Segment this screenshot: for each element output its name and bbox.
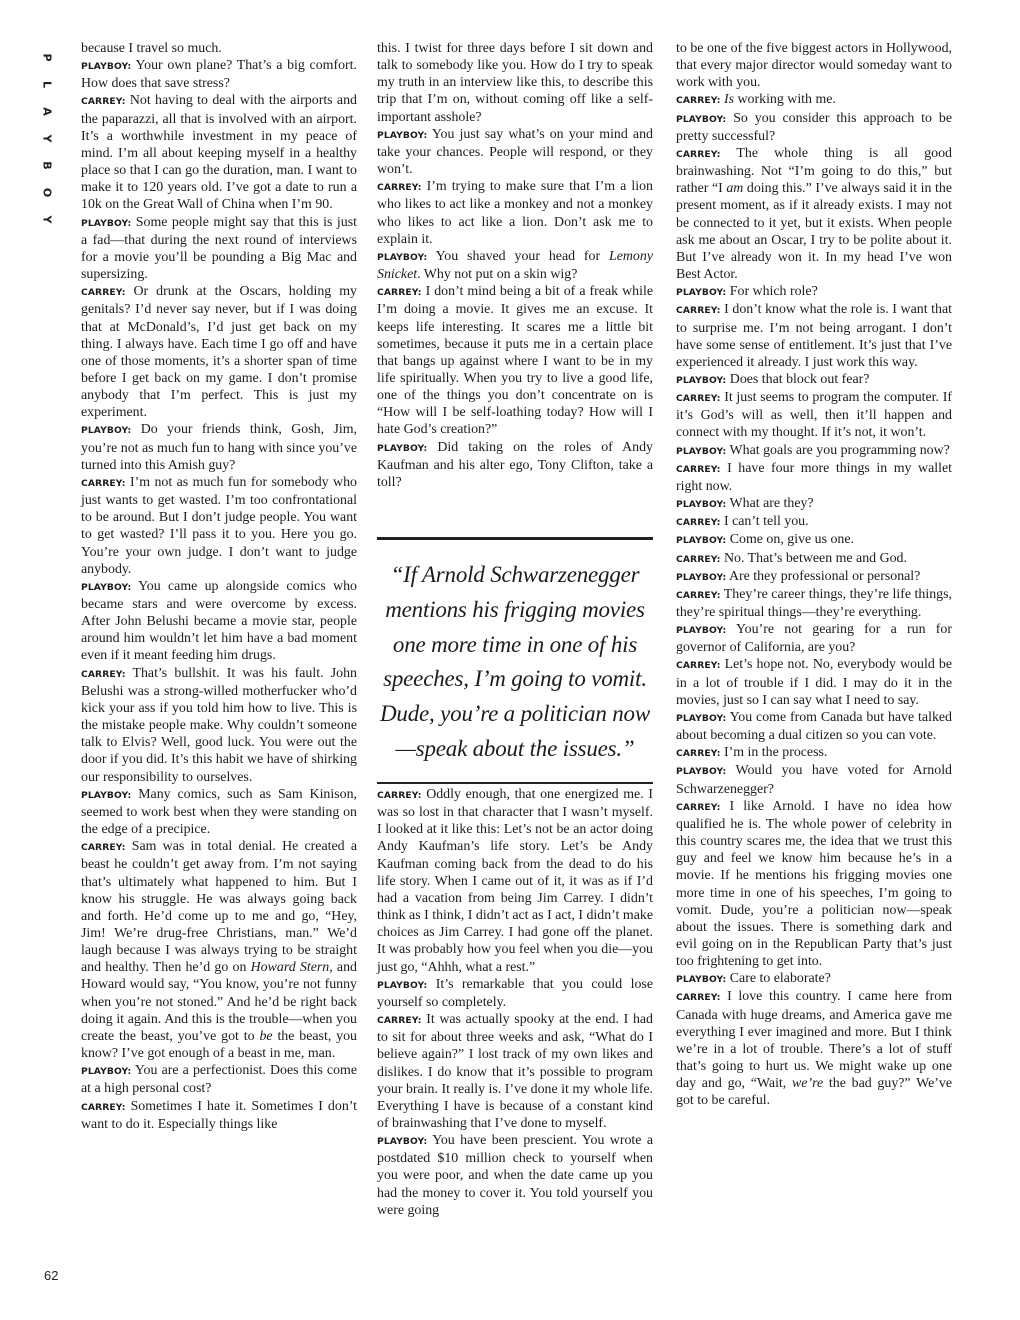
paragraph-text: What goals are you programming now? (729, 442, 950, 458)
paragraph-text: You come from Canada but have talked about becoming a dual citizen so you can vote. (676, 709, 952, 744)
paragraph (676, 389, 952, 441)
speaker-label: PLAYBOY: (676, 712, 727, 724)
speaker-label: CARREY: (81, 287, 126, 299)
paragraph (676, 513, 952, 531)
paragraph-text: I don’t know what the role is. I want that to surprise me. I’m not being arrogant. I don’t have some sense of entitlement. It’s just that I’ve experienced it already. I just work this way. (676, 302, 952, 370)
article-column-2-top (377, 40, 653, 491)
speaker-label: CARREY: (676, 660, 721, 672)
paragraph-text: They’re career things, they’re life things, they’re spiritual things—they’re everything. (676, 586, 952, 620)
speaker-label: PLAYBOY: (81, 789, 132, 801)
paragraph-text: Did taking on the roles of Andy Kaufman and his alter ego, Tony Clifton, take a toll? (377, 439, 653, 490)
paragraph (377, 283, 653, 438)
paragraph-text: Oddly enough, that one energized me. I was so lost in that character that I wasn’t myself. I looked at it like this: Let’s not be an actor doing Andy Kaufman’s life story. Let’s be Andy Kaufman coming back from the dead to do his life story. When I came out of it, it was as if I’d had a vacation from being Jim Carrey. I didn’t think as I think, I didn’t act as I act, I didn’t make choices as Jim Carrey. I had gone off the planet. It was probably how you feel when you die—you just go, “Ahhh, what a rest.” (377, 787, 653, 975)
speaker-label: PLAYBOY: (377, 251, 428, 263)
paragraph-text: Not having to deal with the airports and the paparazzi, all that is involved with an airport. It’s a worthwhile investment in my peace of mind. I’m all about keeping myself in a healthy place so that I can go the duration, man. I want to make it to 120 years old. I’ve got a date to run a 10k on the Great Wall of China when I’m 90. (81, 93, 357, 213)
paragraph-text: Or drunk at the Oscars, holding my genitals? I’d never say never, but if I was doing that at McDonald’s, I’d just get back on my thing. I always have. Each time I go off and have one of those moments, it’s a shorter span of time before I get back on my game. I don’t promise anybody that I’m perfect. This is just my experiment. (81, 284, 357, 421)
speaker-label: CARREY: (81, 668, 126, 680)
paragraph-text: You came up alongside comics who became stars and were overcome by excess. After John Belushi became a movie star, people around him wouldn’t let him have a bad moment even if it meant feeding him drugs. (81, 578, 357, 664)
paragraph-text: Some people might say that this is just a fad—that during the next round of interviews for a movie you’ll be pounding a Big Mac and supersizing. (81, 214, 357, 283)
paragraph (676, 110, 952, 145)
paragraph (377, 1011, 653, 1132)
paragraph (81, 1098, 357, 1133)
speaker-label: PLAYBOY: (676, 287, 727, 299)
paragraph (676, 283, 952, 301)
speaker-label: CARREY: (676, 517, 721, 529)
paragraph (81, 57, 357, 92)
speaker-label: CARREY: (676, 553, 721, 565)
speaker-label: PLAYBOY: (676, 445, 727, 457)
paragraph-text: It’s remarkable that you could lose yourself so completely. (377, 976, 653, 1010)
speaker-label: CARREY: (377, 182, 422, 194)
paragraph (676, 371, 952, 389)
speaker-label: CARREY: (81, 1101, 126, 1113)
speaker-label: CARREY: (676, 992, 721, 1004)
speaker-label: PLAYBOY: (377, 979, 428, 991)
paragraph-text: So you consider this approach to be pretty successful? (676, 110, 952, 144)
pull-quote: “If Arnold Schwarzenegger mentions his frigging movies one more time in one of his speeches, I’m going to vomit. Dude, you’re a politician now—speak about the issues.” (380, 562, 650, 761)
paragraph (377, 248, 653, 283)
paragraph (377, 439, 653, 491)
paragraph (676, 798, 952, 971)
paragraph-text: No. That’s between me and God. (724, 550, 907, 566)
paragraph-text: Would you have voted for Arnold Schwarzenegger? (676, 763, 952, 797)
speaker-label: PLAYBOY: (676, 571, 727, 583)
paragraph-text: You have been prescient. You wrote a postdated $10 million check to yourself when you were poor, and when the date came up you had the money to cover it. You told yourself you were going (377, 1133, 653, 1218)
speaker-label: CARREY: (81, 477, 126, 489)
speaker-label: CARREY: (676, 95, 721, 107)
paragraph (377, 786, 653, 976)
paragraph (81, 1062, 357, 1097)
paragraph (81, 92, 357, 213)
paragraph (81, 283, 357, 421)
paragraph-text: I like Arnold. I have no idea how qualified he is. The whole power of celebrity in this country scares me, the idea that we trust this guy and feel we know him because he’s in a movie. If he mentions his frigging movies one more time in one of his speeches, I’m going to vomit. Dude, you’re a politician now—speak about the issues. There is something dark and evil going on in the Republican Party that’s just too frightening to get into. (676, 798, 952, 970)
paragraph-text: It was actually spooky at the end. I had to sit for about three weeks and ask, “What do I believe again?” I lost track of my own likes and dislikes. I do know that it’s possible to program your brain. It really is. I’ve done it my whole life. Everything I have is because of a constant kind of brainwashing that I’ve done to myself. (377, 1012, 653, 1131)
paragraph-text: Many comics, such as Sam Kinison, seemed to work best when they were standing on the edge of a precipice. (81, 786, 357, 838)
paragraph-text: Sam was in total denial. He created a beast he couldn’t get away from. I’m not saying that’s ultimately what happened to him. But I know his struggle. He was always going back and forth. He’d come up to me and go, “Hey, Jim! We’re drug-free Christians, man.” We’d laugh because I was always trying to be straight and healthy. Then he’d go on Howard Stern, and Howard would say, “You know, you’re not funny when you’re not stoned.” And he’d be right back doing it again. And this is the trouble—when you create the beast, you’ve got to be the beast, you know? I’ve got enough of a beast in me, man. (81, 839, 357, 1062)
speaker-label: CARREY: (676, 589, 721, 601)
paragraph-text: Care to elaborate? (729, 971, 831, 987)
paragraph (676, 568, 952, 586)
paragraph (676, 460, 952, 495)
speaker-label: CARREY: (676, 748, 721, 760)
paragraph (377, 40, 653, 126)
paragraph-text: The whole thing is all good brainwashing. Not “I’m going to do this,” but rather “I am doing this.” I’ve always said it in the present moment, as if it already exists. I may not be connected to it yet, but it exists. When people ask me about an Oscar, I try to be polite about it. But I’ve already won it. In my head I’ve won Best Actor. (676, 145, 953, 283)
paragraph-text: Let’s hope not. No, everybody would be in a lot of trouble if I did. I may do it in the movies, just so I can say what I need to say. (676, 657, 953, 708)
paragraph (676, 531, 952, 549)
paragraph-text: Is working with me. (724, 92, 836, 108)
speaker-label: CARREY: (81, 842, 126, 854)
article-column-2-bottom (377, 786, 653, 1219)
paragraph (676, 495, 952, 513)
paragraph-text: Your own plane? That’s a big comfort. How does that save stress? (81, 58, 357, 92)
paragraph-text: I don’t mind being a bit of a freak while I’m doing a movie. It gives me an excuse. It keeps life interesting. It scares me a little bit sometimes, because it puts me in a certain place that bangs up against where I want to be in my life spiritually. When you try to live a good life, one of the things you don’t concentrate on is “How will I be self-loathing today? How will I hate God’s creation?” (377, 284, 653, 438)
article-column-3 (676, 40, 952, 1110)
speaker-label: PLAYBOY: (81, 425, 132, 437)
paragraph-text: to be one of the five biggest actors in Hollywood, that every major director would someday want to work with you. (676, 41, 952, 91)
paragraph (676, 988, 952, 1109)
paragraph (676, 442, 952, 460)
speaker-label: CARREY: (377, 1015, 422, 1027)
paragraph-text: For which role? (729, 284, 818, 300)
paragraph-text: I’m not as much fun for somebody who just wants to get wasted. I’m too confrontational to be around. But I don’t judge people. You want to get wasted? I’ll pass it to you. Here you go. You’re your own judge. I don’t want to judge anybody. (81, 474, 357, 577)
paragraph (377, 178, 653, 248)
speaker-label: PLAYBOY: (81, 217, 132, 229)
paragraph-text: this. I twist for three days before I sit down and talk to somebody like you. How do I try to speak my truth in an interview like this, to describe this trip that I’m on, without coming off like a self-important asshole? (377, 41, 653, 125)
paragraph (81, 578, 357, 665)
paragraph-text: I’m trying to make sure that I’m a lion who likes to act like a monkey and not a monkey who likes to act like a lion. Don’t ask me to explain it. (377, 179, 653, 247)
paragraph (676, 301, 952, 371)
paragraph-text: I’m in the process. (724, 745, 828, 761)
speaker-label: PLAYBOY: (377, 129, 428, 141)
speaker-label: CARREY: (377, 790, 422, 801)
paragraph (676, 91, 952, 109)
paragraph-text: You shaved your head for Lemony Snicket. Why not put on a skin wig? (377, 248, 653, 283)
paragraph (377, 126, 653, 178)
speaker-label: PLAYBOY: (676, 535, 727, 547)
speaker-label: CARREY: (676, 463, 721, 475)
speaker-label: PLAYBOY: (377, 442, 428, 454)
paragraph-text: Do your friends think, Gosh, Jim, you’re not as much fun to hang with since you’ve turned into this Amish guy? (81, 422, 357, 473)
paragraph (676, 970, 952, 988)
speaker-label: PLAYBOY: (676, 766, 727, 778)
speaker-label: PLAYBOY: (676, 974, 727, 986)
speaker-label: PLAYBOY: (676, 374, 727, 386)
paragraph-text: I can’t tell you. (724, 514, 809, 530)
paragraph-text: You are a perfectionist. Does this come at a high personal cost? (81, 1063, 357, 1097)
speaker-label: PLAYBOY: (377, 1136, 428, 1148)
speaker-label: PLAYBOY: (676, 113, 727, 125)
paragraph-text: Sometimes I hate it. Sometimes I don’t want to do it. Especially things like (81, 1098, 357, 1132)
paragraph (81, 474, 357, 578)
speaker-label: PLAYBOY: (81, 1066, 132, 1078)
paragraph (81, 214, 357, 284)
article-column-1 (81, 40, 357, 1133)
paragraph-text: I love this country. I came here from Canada with huge dreams, and America gave me everything I ever imagined and more. But I think we’re in a lot of trouble. There’s a lot of stuff that’s going to hurt us. We might wake up one day and go, “Wait, we’re the bad guy?” We’ve got to be careful. (676, 989, 952, 1109)
paragraph (676, 621, 952, 656)
paragraph-text: because I travel so much. (81, 41, 222, 56)
paragraph (676, 709, 952, 744)
speaker-label: CARREY: (81, 96, 126, 108)
speaker-label: CARREY: (676, 393, 721, 405)
speaker-label: CARREY: (676, 305, 721, 317)
paragraph (81, 40, 357, 57)
speaker-label: CARREY: (377, 287, 422, 299)
speaker-label: PLAYBOY: (81, 581, 132, 593)
paragraph (676, 40, 952, 91)
paragraph-text: It just seems to program the computer. If it’s God’s will as well, then it’ll happen and connect with my thought. If it’s not, it won’t. (676, 390, 952, 441)
speaker-label: PLAYBOY: (676, 625, 727, 637)
paragraph (676, 145, 952, 283)
paragraph-text: That’s bullshit. It was his fault. John Belushi was a strong-willed motherfucker who’d kick your ass if you told him how to live. This is the mistake people make. Why couldn’t someone talk to Elvis? Well, good luck. You were out the door if you did. It’s this habit we have of shirking our responsibility to ourselves. (81, 665, 357, 785)
magazine-name-vertical: P L A Y B O Y (40, 53, 54, 224)
paragraph (81, 786, 357, 838)
paragraph (676, 762, 952, 797)
paragraph (676, 550, 952, 568)
paragraph (377, 1132, 653, 1219)
speaker-label: CARREY: (676, 801, 721, 813)
paragraph (81, 838, 357, 1062)
pull-quote-box (377, 537, 653, 784)
paragraph-text: You just say what’s on your mind and take your chances. People will respond, or they won’t. (377, 126, 653, 178)
paragraph (81, 665, 357, 786)
paragraph (676, 744, 952, 762)
paragraph-text: I have four more things in my wallet right now. (676, 460, 952, 494)
paragraph (377, 976, 653, 1011)
paragraph-text: Does that block out fear? (729, 371, 870, 387)
paragraph (81, 421, 357, 473)
paragraph-text: Are they professional or personal? (729, 568, 921, 584)
page-number: 62 (44, 1268, 59, 1283)
speaker-label: PLAYBOY: (676, 499, 727, 511)
speaker-label: CARREY: (676, 148, 721, 160)
paragraph-text: What are they? (729, 496, 814, 512)
paragraph-text: You’re not gearing for a run for governor of California, are you? (676, 622, 952, 656)
paragraph (676, 656, 952, 708)
speaker-label: PLAYBOY: (81, 61, 132, 73)
paragraph (676, 586, 952, 621)
paragraph-text: Come on, give us one. (729, 532, 855, 548)
